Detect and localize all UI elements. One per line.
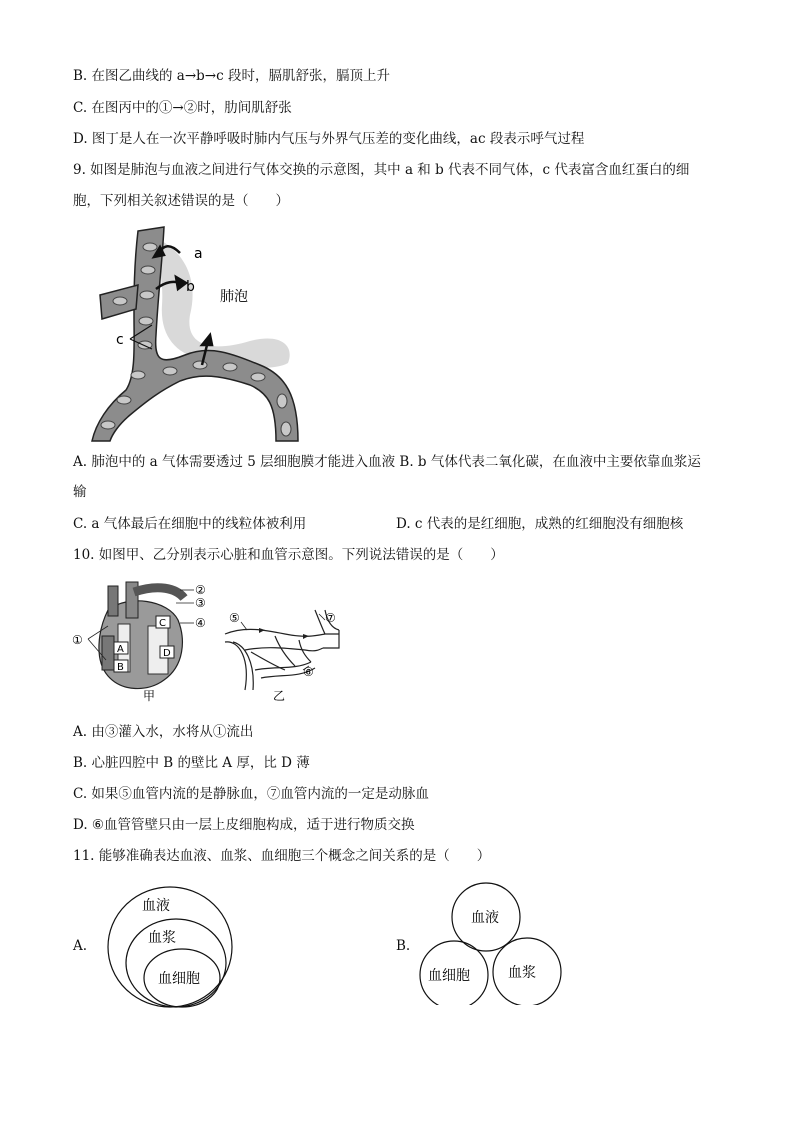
heart-figure xyxy=(68,580,218,705)
q11-option-b-label: B. xyxy=(396,938,411,954)
fig10-label-6: ⑥ xyxy=(303,665,314,679)
fig10-label-5: ⑤ xyxy=(229,611,240,625)
q10-option-d: D. ⑥血管管壁只由一层上皮细胞构成，适于进行物质交换 xyxy=(73,817,415,833)
q10-option-c: C. 如果⑤血管内流的是静脉血，⑦血管内流的一定是动脉血 xyxy=(73,786,429,802)
fig10-label-A: A xyxy=(117,644,124,655)
q11b-left-label: 血细胞 xyxy=(428,968,470,984)
fig9-label-alveolus: 肺泡 xyxy=(220,289,248,305)
q10-option-a: A. 由③灌入水，水将从①流出 xyxy=(73,724,254,740)
q10-option-b: B. 心脏四腔中 B 的壁比 A 厚，比 D 薄 xyxy=(73,755,310,771)
q11b-top-label: 血液 xyxy=(471,910,499,926)
q9-option-c: C. a 气体最后在细胞中的线粒体被利用 xyxy=(73,516,307,532)
fig10-label-7: ⑦ xyxy=(325,611,336,625)
q11a-outer-label: 血液 xyxy=(142,898,170,914)
alveolus-gas-exchange-figure xyxy=(90,225,310,443)
blood-vessel-figure xyxy=(215,600,355,705)
fig10-label-4: ④ xyxy=(195,616,206,630)
fig10-label-yi: 乙 xyxy=(273,689,286,703)
fig9-label-a: a xyxy=(194,246,203,262)
fig10-label-jia: 甲 xyxy=(143,689,156,703)
q9-option-ab-line2: 输 xyxy=(73,484,87,500)
q11a-middle-label: 血浆 xyxy=(148,930,176,946)
fig10-label-3: ③ xyxy=(195,596,206,610)
fig10-label-C: C xyxy=(159,618,166,629)
q11-option-a-label: A. xyxy=(73,938,88,954)
q10-stem: 10. 如图甲、乙分别表示心脏和血管示意图。下列说法错误的是（ ） xyxy=(73,547,504,563)
q11b-right-label: 血浆 xyxy=(508,965,536,981)
q8-option-b: B. 在图乙曲线的 a→b→c 段时，膈肌舒张，膈顶上升 xyxy=(73,68,390,84)
q11a-inner-label: 血细胞 xyxy=(158,971,200,987)
fig10-label-1: ① xyxy=(72,633,83,647)
q9-stem-line2: 胞，下列相关叙述错误的是（ ） xyxy=(73,193,289,209)
q11-option-b-diagram xyxy=(415,880,570,1005)
q8-option-c: C. 在图丙中的①→②时，肋间肌舒张 xyxy=(73,100,292,116)
fig10-label-D: D xyxy=(163,648,171,659)
q9-option-d: D. c 代表的是红细胞，成熟的红细胞没有细胞核 xyxy=(396,516,684,532)
q9-option-ab-line1: A. 肺泡中的 a 气体需要透过 5 层细胞膜才能进入血液 B. b 气体代表二氧化碳，在血液中主要依靠血浆运 xyxy=(73,454,701,470)
fig9-label-c: c xyxy=(116,332,124,348)
q9-stem-line1: 9. 如图是肺泡与血液之间进行气体交换的示意图，其中 a 和 b 代表不同气体，c 代表富含血红蛋白的细 xyxy=(73,162,690,178)
q11-stem: 11. 能够准确表达血液、血浆、血细胞三个概念之间关系的是（ ） xyxy=(73,848,491,864)
fig9-label-b: b xyxy=(186,279,195,295)
q8-option-d: D. 图丁是人在一次平静呼吸时肺内气压与外界气压差的变化曲线，ac 段表示呼气过程 xyxy=(73,131,585,147)
fig10-label-2: ② xyxy=(195,583,206,597)
q11-option-a-diagram xyxy=(102,885,242,1015)
fig10-label-B: B xyxy=(117,662,124,673)
